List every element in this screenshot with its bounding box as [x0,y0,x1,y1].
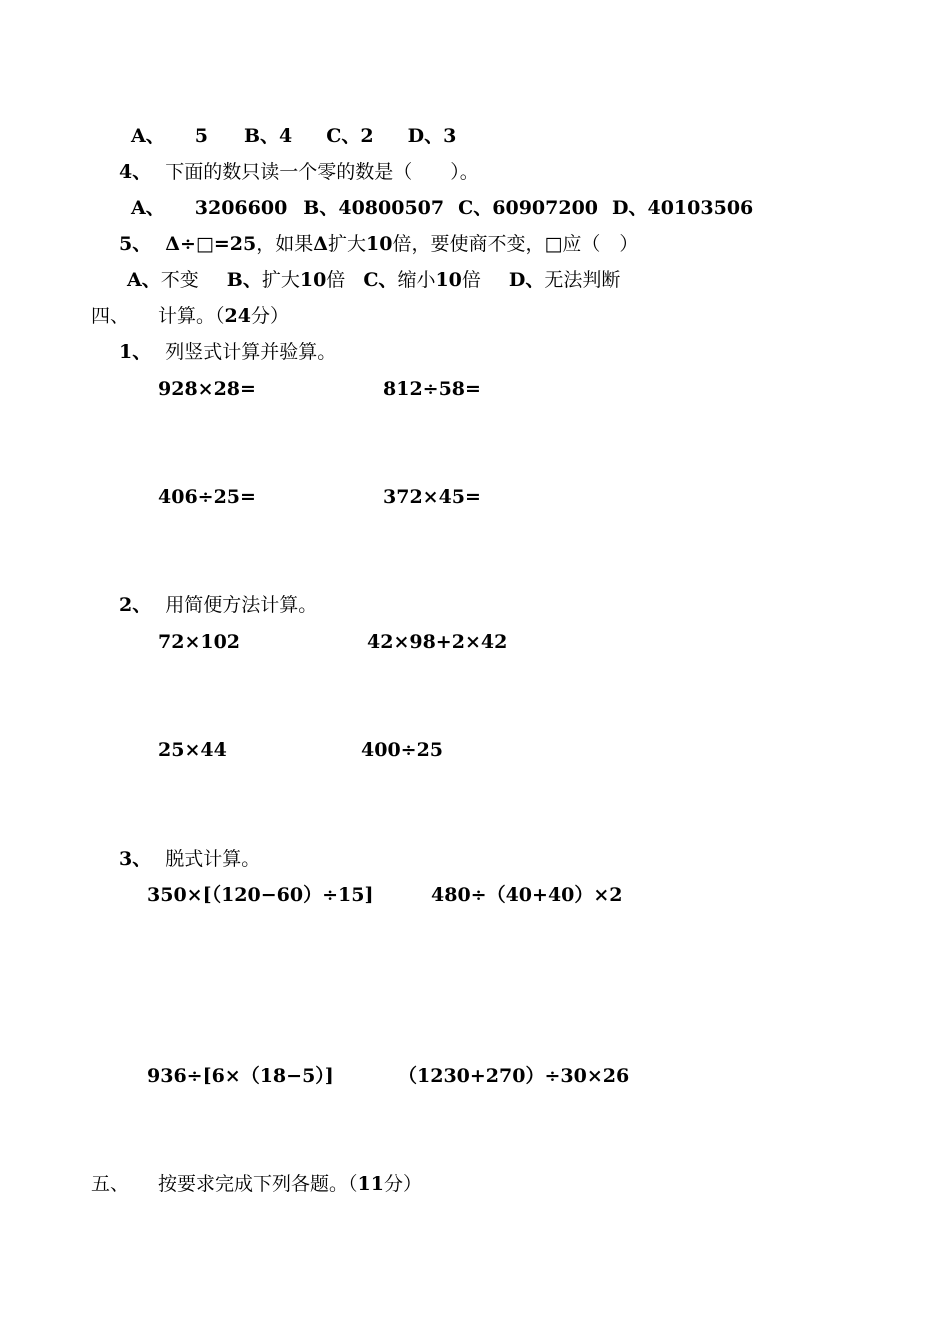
calc-item: 928×28= [158,378,256,400]
option-b: B、 [226,269,262,291]
option-c-text: 缩小 [397,269,436,291]
option-c: C、 [363,269,398,291]
section-title: 按要求完成下列各题。（ [158,1173,358,1195]
option-d: D、 [508,269,545,291]
subsection-number: 1、 [119,341,152,363]
q3-options [131,124,456,148]
calc-item: 372×45= [383,486,481,508]
question-text-3: 倍，要使商不变，□应（ ） [392,233,639,255]
subsection-3-heading [119,847,260,871]
calc-item: 350×[（120−60）÷15] [147,884,374,906]
option-d: D、40103506 [612,197,754,219]
question-text-1: ，如果 [256,233,314,255]
option-c-number: 10 [435,269,462,291]
option-b-text: 扩大 [261,269,300,291]
number-ten: 10 [366,233,393,255]
option-d: D、3 [407,125,457,147]
calc-item: 406÷25= [158,486,256,508]
calc-item: 812÷58= [383,378,481,400]
question-number: 4、 [119,161,152,183]
question-4 [119,160,479,184]
section-score: 24 [224,305,251,327]
option-d-text: 无法判断 [544,269,621,291]
option-a-text: 不变 [160,269,199,291]
subsection-title: 用简便方法计算。 [165,594,318,616]
section-4-heading [91,304,289,328]
option-a-value: 5 [194,125,208,147]
option-a: A、 [131,197,165,219]
question-expression: Δ÷□=25 [165,233,257,255]
option-a: A、 [127,269,161,291]
section-number: 四、 [91,305,130,327]
subsection-number: 2、 [119,594,152,616]
section-score: 11 [357,1173,384,1195]
subsection-1-heading [119,340,336,364]
calc-item: 72×102 [158,631,241,653]
calc-item: 480÷（40+40）×2 [431,884,623,906]
section-number: 五、 [91,1173,130,1195]
calc-item: 400÷25 [361,739,444,761]
subsection-title: 列竖式计算并验算。 [165,341,337,363]
option-b: B、4 [243,125,293,147]
subsection-number: 3、 [119,848,152,870]
section-title-end: 分） [383,1173,422,1195]
option-c: C、60907200 [458,197,599,219]
q4-options [131,196,753,220]
question-5 [119,232,638,256]
option-a-value: 3206600 [194,197,288,219]
question-text: 下面的数只读一个零的数是（ ）。 [165,161,479,183]
calc-item: 42×98+2×42 [367,631,508,653]
delta-symbol: Δ [313,233,328,255]
question-number: 5、 [119,233,152,255]
calc-item: 25×44 [158,739,227,761]
subsection-title: 脱式计算。 [165,848,261,870]
option-c-unit: 倍 [461,269,481,291]
option-a: A、 [131,125,165,147]
option-c: C、2 [326,125,374,147]
question-text-2: 扩大 [327,233,366,255]
option-b-unit: 倍 [326,269,346,291]
subsection-2-heading [119,593,317,617]
option-b: B、40800507 [303,197,445,219]
q5-options [127,268,620,292]
calc-item: 936÷[6×（18−5）] [147,1065,334,1087]
section-title: 计算。（ [158,305,225,327]
section-title-end: 分） [250,305,289,327]
calc-item: （1230+270）÷30×26 [398,1065,630,1087]
option-b-number: 10 [299,269,327,291]
section-5-heading [91,1172,422,1196]
